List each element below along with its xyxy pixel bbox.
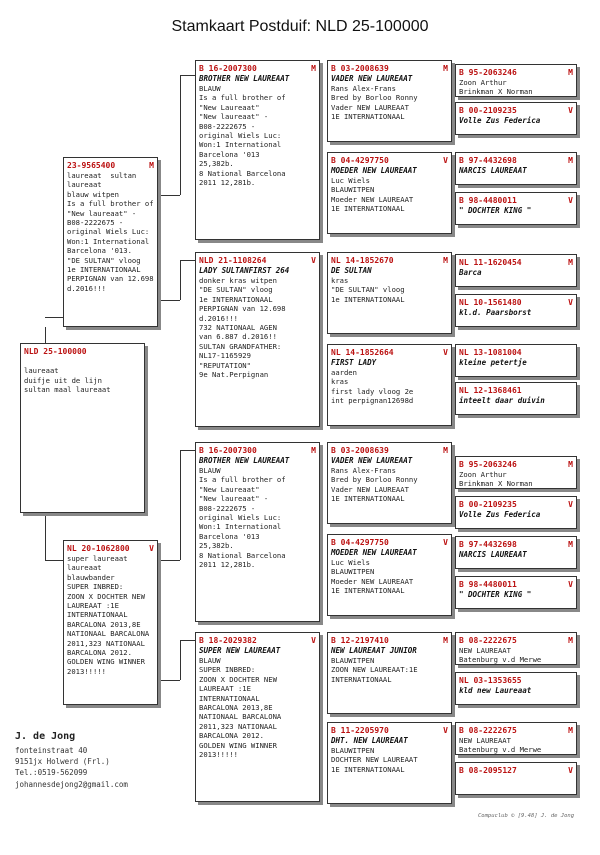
ring-number: 23-9565400 xyxy=(67,161,116,170)
pigeon-info-line: PERPIGNAN van 12.698 xyxy=(67,274,154,284)
footer-credit: Compuclub © [9.48] J. de Jong xyxy=(478,813,575,819)
pigeon-name: DHT. NEW LAUREAAT xyxy=(331,736,408,745)
pigeon-info-line: 1e INTERNATIONAAL xyxy=(199,294,273,304)
pigeon-info-line: Moeder NEW LAUREAAT xyxy=(331,194,414,204)
sex-code: M xyxy=(149,161,154,170)
pigeon-ring-header xyxy=(459,297,573,308)
ring-number: B 97-4432698 xyxy=(459,156,517,165)
sex-code: V xyxy=(311,256,316,265)
pigeon-info-line: INTERNATIONAAL xyxy=(67,610,128,620)
pigeon-info-line: 8 National Barcelona xyxy=(199,550,286,560)
pigeon-name: LADY SULTANFIRST 264 xyxy=(199,266,290,275)
pigeon-info-line: 2011 12,281b. xyxy=(199,560,256,570)
sex-code: M xyxy=(311,64,316,73)
pigeon-info-line: 9e Nat.Perpignan xyxy=(199,370,269,380)
sex-code: M xyxy=(443,446,448,455)
pigeon-ring-header xyxy=(67,543,154,554)
pigeon-info-line: Rans Alex-Frans xyxy=(331,84,396,93)
owner-city: 9151jx Holwerd (Frl.) xyxy=(15,757,110,766)
ring-number: NLD 21-1108264 xyxy=(199,256,267,265)
ring-number: NL 13-1081004 xyxy=(459,348,522,357)
pigeon-info-line: Zoon Arthur xyxy=(459,78,507,87)
pigeon-info-line: Barcelona '013 xyxy=(199,149,260,159)
pigeon-info-line: BARCALONA 2013,8E xyxy=(199,703,273,713)
pigeon-info-line: "New laureaat" - xyxy=(199,112,269,122)
great-grandparent-card xyxy=(327,442,452,524)
pigeon-info-line: 25,382b. xyxy=(199,541,234,551)
pigeon-info-line: Volle Zus Federica xyxy=(459,510,541,519)
pigeon-info-line: Moeder NEW LAUREAAT xyxy=(331,576,414,586)
g-great-grandparent-card xyxy=(455,536,577,569)
connector-line xyxy=(180,640,181,680)
ring-number: B 16-2007300 xyxy=(199,446,257,455)
pigeon-info-line: BLAUWITPEN xyxy=(331,656,375,665)
sex-code: V xyxy=(311,636,316,645)
ring-number: B 95-2063246 xyxy=(459,68,517,77)
pigeon-info-line: "New Laureaat" xyxy=(199,484,260,494)
great-grandparent-card xyxy=(327,722,452,804)
pigeon-info-line: SUPER INBRED: xyxy=(199,665,256,675)
pigeon-info-line: 2011,323 NATIONAAL xyxy=(67,638,145,648)
connector-line xyxy=(180,75,181,195)
pigeon-info-line: blauwbander xyxy=(67,572,115,582)
pigeon-info-line: 1e INTERNATIONAAL xyxy=(331,294,405,304)
connector-line xyxy=(158,680,180,681)
ring-number: B 12-2197410 xyxy=(331,636,389,645)
owner-street: fonteinstraat 40 xyxy=(15,746,88,755)
sex-code: M xyxy=(568,636,573,645)
pigeon-info-line: INTERNATIONAAL xyxy=(331,674,392,684)
g-great-grandparent-card xyxy=(455,192,577,225)
pigeon-ring-header xyxy=(459,725,573,736)
g-great-grandparent-card xyxy=(455,576,577,609)
pigeon-ring-header xyxy=(459,499,573,510)
pigeon-info-line: 1E INTERNATIONAAL xyxy=(331,764,405,774)
pigeon-info-line: Bred by Borloo Ronny xyxy=(331,93,418,103)
pigeon-info-line: SUPER INBRED: xyxy=(67,582,124,592)
pigeon-ring-header xyxy=(459,635,573,646)
pigeon-info-line: super laureaat xyxy=(67,554,128,563)
pigeon-info-line: Volle Zus Federica xyxy=(459,116,541,125)
pigeon-info-line: "New laureaat" - xyxy=(67,208,137,218)
pigeon-info-line: 1E INTERNATIONAAL xyxy=(331,586,405,596)
sex-code: V xyxy=(568,106,573,115)
g-great-grandparent-card xyxy=(455,64,577,97)
pigeon-name: BROTHER NEW LAUREAAT xyxy=(199,456,290,465)
pigeon-info-line: Is a full brother of xyxy=(67,199,154,209)
pigeon-info-line: "REPUTATION" xyxy=(199,360,251,370)
pigeon-info-line: ZOON NEW LAUREAAT:1E xyxy=(331,665,418,675)
pigeon-ring-header xyxy=(331,445,448,456)
grandparent-card xyxy=(195,632,320,802)
pigeon-info-line: 2013!!!!! xyxy=(67,666,106,676)
pigeon-info-line: Barcelona '013. xyxy=(67,246,132,256)
pigeon-info-line: kld new Laureaat xyxy=(459,686,532,695)
pigeon-info-line: Batenburg v.d Merwe xyxy=(459,655,542,665)
pigeon-info-line: Is a full brother of xyxy=(199,93,286,103)
g-great-grandparent-card xyxy=(455,672,577,705)
pigeon-ring-header xyxy=(331,635,448,646)
pigeon-ring-header xyxy=(459,579,573,590)
ring-number: B 11-2205970 xyxy=(331,726,389,735)
g-great-grandparent-card xyxy=(455,152,577,185)
sex-code: M xyxy=(443,256,448,265)
pigeon-info-line: "New Laureaat" xyxy=(199,102,260,112)
connector-line xyxy=(180,75,195,76)
pigeon-info-line: B08-2222675 - xyxy=(67,218,124,228)
pigeon-ring-header xyxy=(459,155,573,166)
sex-code: V xyxy=(443,538,448,547)
connector-line xyxy=(158,560,180,561)
pigeon-info-line: donker kras witpen xyxy=(199,276,277,285)
pigeon-info-line: van 6.887 d.2016!! xyxy=(199,332,277,342)
sex-code: M xyxy=(443,636,448,645)
pigeon-info-line: aarden xyxy=(331,368,357,377)
connector-line xyxy=(158,195,180,196)
pigeon-info-line: NEW LAUREAAT xyxy=(459,646,511,655)
pigeon-ring-header xyxy=(199,255,316,266)
connector-line xyxy=(180,640,195,641)
ring-number: B 00-2109235 xyxy=(459,500,517,509)
pigeon-name: VADER NEW LAUREAAT xyxy=(331,74,413,83)
ring-number: B 04-4297750 xyxy=(331,156,389,165)
connector-line xyxy=(45,513,46,560)
grandparent-card xyxy=(195,442,320,622)
pigeon-info-line: Bred by Borloo Ronny xyxy=(331,475,418,485)
great-grandparent-card xyxy=(327,632,452,714)
pigeon-ring-header xyxy=(331,255,448,266)
pigeon-info-line: laureaat xyxy=(67,563,102,573)
pigeon-info-line: "DE SULTAN" vloog xyxy=(67,255,141,265)
pigeon-info-line: NATIONAAL BARCALONA xyxy=(199,712,282,722)
pigeon-info-line: Barca xyxy=(459,268,482,277)
pigeon-info-line: laureaat sultan xyxy=(67,171,137,180)
pigeon-info-line: BLAUW xyxy=(199,84,221,93)
ring-number: B 03-2008639 xyxy=(331,64,389,73)
pigeon-info-line: " DOCHTER KING " xyxy=(459,206,532,215)
pigeon-info-line: Vader NEW LAUREAAT xyxy=(331,102,409,112)
pigeon-info-line: ZOON X DOCHTER NEW xyxy=(199,674,277,684)
pigeon-ring-header xyxy=(459,765,573,776)
ring-number: B 00-2109235 xyxy=(459,106,517,115)
ring-number: B 04-4297750 xyxy=(331,538,389,547)
sex-code: V xyxy=(568,580,573,589)
pigeon-info-line: B08-2222675 - xyxy=(199,503,256,513)
sex-code: M xyxy=(443,64,448,73)
pigeon-ring-header xyxy=(331,155,448,166)
great-grandparent-card xyxy=(327,344,452,426)
pigeon-ring-header xyxy=(331,537,448,548)
pigeon-info-line: BLAUWITPEN xyxy=(331,567,375,577)
spacer xyxy=(24,357,141,366)
pigeon-ring-header xyxy=(199,635,316,646)
pigeon-ring-header xyxy=(459,347,573,358)
pigeon-info-line: laureaat xyxy=(24,366,59,376)
connector-line xyxy=(180,260,181,300)
ring-number: B 98-4480011 xyxy=(459,196,517,205)
sire-card xyxy=(63,157,158,327)
pigeon-info-line: Brinkman X Norman xyxy=(459,479,533,489)
connector-line xyxy=(158,300,180,301)
pigeon-info-line: "New laureaat" - xyxy=(199,494,269,504)
pigeon-info-line: NATIONAAL BARCALONA xyxy=(67,629,150,639)
ring-number: B 08-2095127 xyxy=(459,766,517,775)
g-great-grandparent-card xyxy=(455,102,577,135)
pigeon-name: SUPER NEW LAUREAAT xyxy=(199,646,281,655)
g-great-grandparent-card xyxy=(455,762,577,795)
ring-number: B 08-2222675 xyxy=(459,636,517,645)
sex-code: V xyxy=(568,298,573,307)
pigeon-name: MOEDER NEW LAUREAAT xyxy=(331,548,417,557)
sex-code: M xyxy=(568,460,573,469)
pigeon-info-line: d.2016!!! xyxy=(199,313,238,323)
ring-number: B 97-4432698 xyxy=(459,540,517,549)
pigeon-info-line: Brinkman X Norman xyxy=(459,87,533,97)
pigeon-info-line: Won:1 International xyxy=(67,236,150,246)
pigeon-info-line: BARCALONA 2012. xyxy=(67,648,132,658)
pigeon-info-line: Batenburg v.d Merwe xyxy=(459,745,542,755)
pigeon-ring-header xyxy=(459,105,573,116)
ring-number: NL 11-1620454 xyxy=(459,258,522,267)
great-grandparent-card xyxy=(327,252,452,334)
pigeon-info-line: inteelt daar duivin xyxy=(459,396,545,405)
pigeon-info-line: INTERNATIONAAL xyxy=(199,693,260,703)
pigeon-info-line: blauw witpen xyxy=(67,189,119,199)
pigeon-info-line: LAUREAAT :1E xyxy=(199,684,251,694)
ring-number: NL 03-1353655 xyxy=(459,676,522,685)
pigeon-name: FIRST LADY xyxy=(331,358,377,367)
ring-number: NL 20-1062800 xyxy=(67,544,130,553)
pigeon-info-line: GOLDEN WING WINNER xyxy=(199,740,277,750)
pigeon-ring-header xyxy=(199,63,316,74)
pigeon-info-line: BLAUWITPEN xyxy=(331,746,375,755)
owner-name: J. de Jong xyxy=(15,731,76,742)
ring-number: NLD 25-100000 xyxy=(24,347,87,356)
pigeon-ring-header xyxy=(459,539,573,550)
sex-code: V xyxy=(443,726,448,735)
pigeon-info-line: DOCHTER NEW LAUREAAT xyxy=(331,755,418,765)
pigeon-info-line: "DE SULTAN" vloog xyxy=(199,285,273,295)
connector-line xyxy=(180,260,195,261)
pigeon-info-line: NARCIS LAUREAAT xyxy=(459,550,527,559)
owner-email: johannesdejong2@gmail.com xyxy=(15,780,128,789)
sex-code: M xyxy=(311,446,316,455)
sex-code: M xyxy=(568,68,573,77)
pigeon-info-line: SULTAN GRANDFATHER: xyxy=(199,341,282,351)
g-great-grandparent-card xyxy=(455,456,577,489)
pigeon-info-line: NL17-1165929 xyxy=(199,351,251,361)
pigeon-info-line: Luc Wiels xyxy=(331,176,370,185)
g-great-grandparent-card xyxy=(455,254,577,287)
pigeon-info-line: laureaat xyxy=(67,180,102,190)
pigeon-info-line: NARCIS LAUREAAT xyxy=(459,166,527,175)
page-title: Stamkaart Postduif: NLD 25-100000 xyxy=(171,18,429,35)
pigeon-name: NEW LAUREAAT JUNIOR xyxy=(331,646,417,655)
pigeon-info-line: 25,382b. xyxy=(199,159,234,169)
pigeon-info-line: NEW LAUREAAT xyxy=(459,736,511,745)
grandparent-card xyxy=(195,60,320,240)
pigeon-info-line: 1E INTERNATIONAAL xyxy=(331,204,405,214)
sex-code: M xyxy=(568,726,573,735)
ring-number: B 98-4480011 xyxy=(459,580,517,589)
sex-code: M xyxy=(568,156,573,165)
pigeon-info-line: ZOON X DOCHTER NEW xyxy=(67,591,145,601)
pigeon-info-line: 732 NATIONAAL AGEN xyxy=(199,323,277,333)
pigeon-info-line: BLAUW xyxy=(199,656,221,665)
connector-line xyxy=(45,327,46,343)
pigeon-info-line: 1E INTERNATIONAAL xyxy=(331,112,405,122)
sex-code: V xyxy=(443,156,448,165)
ring-number: B 08-2222675 xyxy=(459,726,517,735)
pigeon-info-line: duifje uit de lijn xyxy=(24,375,102,385)
pigeon-name: VADER NEW LAUREAAT xyxy=(331,456,413,465)
owner-phone: Tel.:0519-562099 xyxy=(15,768,88,777)
pigeon-info-line: original Wiels Luc: xyxy=(199,513,282,523)
pigeon-ring-header xyxy=(459,257,573,268)
pigeon-ring-header xyxy=(331,63,448,74)
connector-line xyxy=(180,450,181,560)
sex-code: V xyxy=(149,544,154,553)
pigeon-info-line: BLAUWITPEN xyxy=(331,185,375,195)
pigeon-info-line: kleine petertje xyxy=(459,358,527,367)
pigeon-name: DE SULTAN xyxy=(331,266,372,275)
pigeon-info-line: " DOCHTER KING " xyxy=(459,590,532,599)
pigeon-ring-header xyxy=(459,675,573,686)
pigeon-ring-header xyxy=(459,385,573,396)
connector-line xyxy=(180,450,195,451)
pigeon-ring-header xyxy=(199,445,316,456)
pigeon-info-line: sultan maal laureaat xyxy=(24,385,111,395)
pigeon-ring-header xyxy=(459,67,573,78)
pigeon-info-line: Won:1 International xyxy=(199,522,282,532)
ring-number: NL 12-1368461 xyxy=(459,386,522,395)
pigeon-ring-header xyxy=(459,459,573,470)
pigeon-ring-header xyxy=(331,725,448,736)
pigeon-info-line: int perpignan12698d xyxy=(331,396,414,406)
pigeon-info-line: 2011 12,281b. xyxy=(199,178,256,188)
pigeon-info-line: "DE SULTAN" vloog xyxy=(331,285,405,295)
ring-number: B 18-2029382 xyxy=(199,636,257,645)
g-great-grandparent-card xyxy=(455,722,577,755)
pigeon-info-line: B08-2222675 - xyxy=(199,121,256,131)
great-grandparent-card xyxy=(327,152,452,234)
g-great-grandparent-card xyxy=(455,344,577,377)
g-great-grandparent-card xyxy=(455,496,577,529)
pigeon-info-line: LAUREAAT :1E xyxy=(67,601,119,611)
great-grandparent-card xyxy=(327,60,452,142)
pigeon-info-line: Barcelona '013 xyxy=(199,531,260,541)
ring-number: B 16-2007300 xyxy=(199,64,257,73)
pigeon-info-line: Is a full brother of xyxy=(199,475,286,485)
sex-code: M xyxy=(568,258,573,267)
pigeon-info-line: 1E INTERNATIONAAL xyxy=(331,494,405,504)
sex-code: M xyxy=(568,540,573,549)
pigeon-name: MOEDER NEW LAUREAAT xyxy=(331,166,417,175)
pigeon-info-line: first lady vloog 2e xyxy=(331,386,414,396)
pigeon-info-line: kras xyxy=(331,276,349,285)
pigeon-info-line: 2011,323 NATIONAAL xyxy=(199,721,277,731)
pigeon-ring-header xyxy=(67,160,154,171)
sex-code: V xyxy=(568,766,573,775)
ring-number: B 95-2063246 xyxy=(459,460,517,469)
pigeon-name: BROTHER NEW LAUREAAT xyxy=(199,74,290,83)
sex-code: V xyxy=(568,500,573,509)
pigeon-info-line: Zoon Arthur xyxy=(459,470,507,479)
sex-code: V xyxy=(568,196,573,205)
pigeon-info-line: PERPIGNAN van 12.698 xyxy=(199,304,286,314)
pigeon-info-line: kl.d. Paarsborst xyxy=(459,308,532,317)
pigeon-info-line: kras xyxy=(331,377,349,387)
pigeon-info-line: d.2016!!! xyxy=(67,283,106,293)
pigeon-info-line: original Wiels Luc: xyxy=(67,227,150,237)
pigeon-info-line: BARCALONA 2013,8E xyxy=(67,619,141,629)
g-great-grandparent-card xyxy=(455,294,577,327)
pigeon-info-line: Luc Wiels xyxy=(331,558,370,567)
pigeon-ring-header xyxy=(459,195,573,206)
pigeon-info-line: BARCALONA 2012. xyxy=(199,731,264,741)
g-great-grandparent-card xyxy=(455,382,577,415)
pigeon-info-line: 8 National Barcelona xyxy=(199,168,286,178)
subject-pigeon-card xyxy=(20,343,145,513)
sex-code: V xyxy=(443,348,448,357)
ring-number: NL 14-1852670 xyxy=(331,256,394,265)
connector-line xyxy=(45,560,63,561)
pigeon-info-line: Won:1 International xyxy=(199,140,282,150)
g-great-grandparent-card xyxy=(455,632,577,665)
great-grandparent-card xyxy=(327,534,452,616)
pigeon-info-line: GOLDEN WING WINNER xyxy=(67,657,145,667)
pigeon-ring-header xyxy=(331,347,448,358)
pigeon-info-line: original Wiels Luc: xyxy=(199,131,282,141)
pigeon-info-line: 1e INTERNATIONAAL xyxy=(67,265,141,275)
pigeon-info-line: Rans Alex-Frans xyxy=(331,466,396,475)
ring-number: NL 10-1561480 xyxy=(459,298,522,307)
dam-card xyxy=(63,540,158,705)
ring-number: B 03-2008639 xyxy=(331,446,389,455)
pigeon-info-line: Vader NEW LAUREAAT xyxy=(331,484,409,494)
connector-line xyxy=(45,317,63,318)
grandparent-card xyxy=(195,252,320,427)
ring-number: NL 14-1852664 xyxy=(331,348,394,357)
pigeon-info-line: BLAUW xyxy=(199,466,221,475)
pigeon-info-line: 2013!!!!! xyxy=(199,750,238,760)
